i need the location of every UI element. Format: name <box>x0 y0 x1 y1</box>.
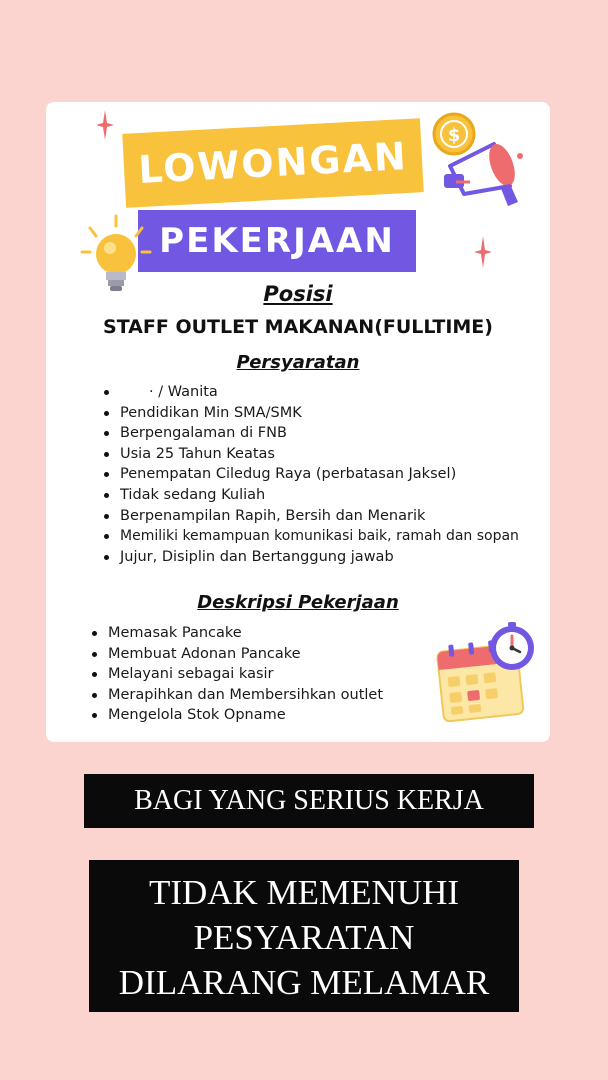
calendar-clock-icon <box>428 620 540 726</box>
banner-line1: LOWONGAN <box>137 133 409 193</box>
list-item: Usia 25 Tahun Keatas <box>104 444 519 465</box>
list-item: Merapihkan dan Membersihkan outlet <box>92 685 383 706</box>
list-item: Membuat Adonan Pancake <box>92 644 383 665</box>
requirements-heading: Persyaratan <box>236 352 360 373</box>
megaphone-icon <box>442 134 542 216</box>
notice-line: TIDAK MEMENUHI <box>148 873 460 912</box>
list-item: Berpenampilan Rapih, Bersih dan Menarik <box>104 506 519 527</box>
list-item: Berpengalaman di FNB <box>104 423 519 444</box>
requirements-list <box>104 382 519 567</box>
position-title: STAFF OUTLET MAKANAN(FULLTIME) <box>103 316 493 338</box>
job-description-heading: Deskripsi Pekerjaan <box>197 592 399 613</box>
sparkle-icon <box>96 110 114 140</box>
notice-line: DILARANG MELAMAR <box>118 963 490 1002</box>
list-item: Jujur, Disiplin dan Bertanggung jawab <box>104 547 519 568</box>
banner-pekerjaan <box>138 210 416 272</box>
job-poster-card <box>46 102 550 742</box>
sparkle-icon <box>474 236 492 268</box>
notice-text: BAGI YANG SERIUS KERJA <box>134 785 484 816</box>
list-item: Mengelola Stok Opname <box>92 705 383 726</box>
banner-lowongan <box>122 118 423 207</box>
banner-line2: PEKERJAAN <box>159 221 395 261</box>
list-item: Tidak sedang Kuliah <box>104 485 519 506</box>
notice-line: PESYARATAN <box>193 918 415 957</box>
list-item: · / Wanita <box>104 382 519 403</box>
notice-serious-work <box>84 774 534 828</box>
list-item: Memiliki kemampuan komunikasi baik, ramah dan sopan <box>104 526 519 547</box>
job-description-list <box>92 623 383 726</box>
list-item: Melayani sebagai kasir <box>92 664 383 685</box>
notice-not-eligible <box>89 860 519 1012</box>
list-item: Memasak Pancake <box>92 623 383 644</box>
svg-text:$: $ <box>447 125 461 146</box>
list-item: Penempatan Ciledug Raya (perbatasan Jaksel) <box>104 464 519 485</box>
position-heading: Posisi <box>263 282 333 306</box>
list-item: Pendidikan Min SMA/SMK <box>104 403 519 424</box>
